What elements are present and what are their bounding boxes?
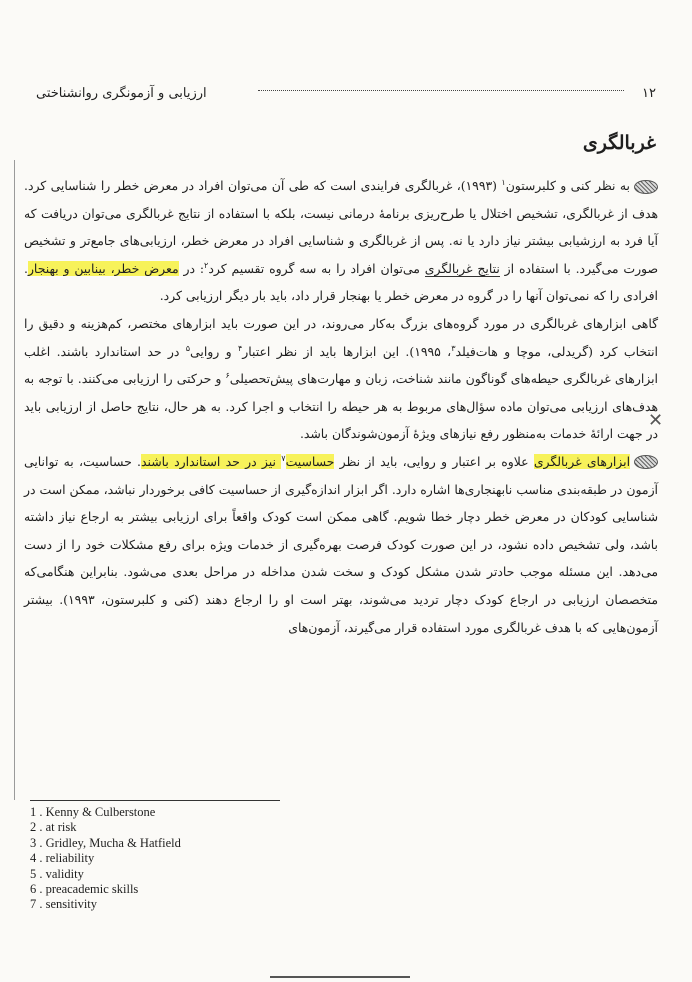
paragraph-content — [24, 454, 658, 635]
running-header — [28, 84, 664, 108]
footnote-ref: ۱ — [501, 177, 506, 187]
footnote-item: 6 . preacademic skills — [30, 882, 139, 897]
text-run: . افرادی را که نمی‌توان آنها را در گروه در معرض خطر یا بهنجار قرار داد، باید بار دیگر ارزیابی کرد. — [24, 260, 658, 304]
text-run: می‌توان افراد را به سه گروه تقسیم کرد — [208, 260, 425, 276]
highlighted-text: حساسیت — [285, 453, 335, 469]
text-run: . حساسیت، به توانایی آزمون در طبقه‌بندی مناسب نابهنجاری‌ها اشاره دارد. اگر ابزار اندازه‌گیری از حساسیت کافی برخوردار نباشد، ممکن است در شناسایی کودکان در معرض خطر دچار خطا شویم. گاهی ممکن است کودک واقعاً برای ارزیابی بیشتر به ارجاع نیاز داشته باشد، ولی تشخیص داده نشود، در این صورت کودک فرصت بهره‌گیری از خدمات ویژه برای رفع مشکلات خود را از دست می‌دهد. این مسئله موجب حادتر شدن مشکل کودک و سخت شدن مداخله در مراحل بعدی می‌شود. بنابراین هنگامی‌که متخصصان ارزیابی در ارجاع کودک دچار تردید می‌شوند، بهتر است او را ارجاع دهند (کنی و کلبرستون، ۱۹۹۳). بیشتر آزمون‌هایی که با هدف غربالگری مورد استفاده قرار می‌گیرند، آزمون‌های — [24, 453, 658, 635]
page-number: ۱۲ — [642, 86, 656, 101]
page-bottom-mark — [270, 976, 410, 978]
paragraph-3 — [24, 448, 658, 641]
footnote-list — [30, 805, 181, 913]
text-run: (۱۹۹۳)، غربالگری فرایندی است که طی آن می‌توان افراد در معرض خطر را شناسایی کرد. هدف از غربالگری، تشخیص اختلال یا طرح‌ریزی برنامهٔ درمانی نیست، بلکه با استفاده از نتایج غربالگری می‌توان دریافت که آیا فرد به ارزشیابی بیشتر نیاز دارد یا نه. پس از غربالگری و شناسایی افراد در معرض خطر، ارزیابی‌های جامع‌تر و تشخیص صورت می‌گیرد. با استفاده از — [24, 178, 658, 276]
footnote-ref: ۵ — [185, 343, 191, 353]
text-run: در حد استاندارد باشند. اغلب ابزارهای غربالگری حیطه‌های گوناگون مانند شناخت، زبان و مهارت‌های پیش‌تحصیلی — [24, 343, 658, 387]
pen-mark-icon: ✕ — [648, 410, 664, 431]
text-run: نتایج غربالگری — [424, 260, 500, 276]
footnote-item: 1 . Kenny & Culberstone — [30, 805, 156, 819]
margin-stamp-icon — [634, 455, 658, 469]
header-dot-leader — [258, 90, 624, 91]
footnote-ref: ۷ — [281, 453, 286, 463]
text-run: گاهی ابزارهای غربالگری در مورد گروه‌های بزرگ به‌کار می‌روند، در این صورت باید ابزارهای مختصر، کم‌هزینه و دقیق را انتخاب کرد (گریدلی، موچا و هات‌فیلد — [24, 315, 658, 359]
paragraph-content — [24, 178, 658, 303]
text-run: علاوه بر اعتبار و روایی، باید از نظر — [334, 453, 534, 469]
footnote-ref: ۶ — [225, 371, 230, 381]
text-run: و روایی — [190, 343, 238, 359]
paragraph-1 — [24, 172, 658, 310]
text-run: ، ۱۹۹۵). این ابزارها باید از نظر اعتبار — [242, 343, 452, 359]
paragraph-content — [24, 316, 658, 441]
highlighted-text: نیز در حد استاندارد باشند — [141, 453, 282, 469]
footnote-item: 5 . validity — [30, 866, 84, 881]
highlighted-text: معرض خطر، بینابین و بهنجار — [27, 260, 179, 276]
page-edge-line — [14, 160, 15, 800]
text-run: به نظر کنی و کلبرستون — [505, 178, 630, 193]
text-run: : در — [178, 260, 205, 276]
body-text — [24, 172, 658, 641]
footnote-item: 7 . sensitivity — [30, 897, 98, 912]
paragraph-2 — [24, 310, 658, 448]
footnote-item: 4 . reliability — [30, 851, 95, 866]
footnote-item: 2 . at risk — [30, 820, 77, 835]
footnote-ref: ۲ — [204, 260, 209, 270]
footnote-ref: ۳ — [451, 343, 456, 353]
footnote-ref: ۴ — [237, 343, 243, 353]
footnote-item: 3 . Gridley, Mucha & Hatfield — [30, 835, 181, 850]
section-title: غربالگری — [582, 132, 656, 154]
footnote-rule — [30, 800, 280, 801]
running-title: ارزیابی و آزمونگری روانشناختی — [36, 86, 207, 101]
highlighted-text: ابزارهای غربالگری — [533, 453, 631, 469]
margin-stamp-icon — [634, 180, 658, 194]
text-run: و حرکتی را ارزیابی می‌کنند. با توجه به هدف‌های ارزیابی می‌توان ماده سؤال‌های مربوط به هر حیطه را انتخاب و اجرا کرد. به هر حال، نتایج حاصل از ارزیابی باید در جهت ارائهٔ خدمات به‌منظور رفع نیازهای ویژهٔ آزمون‌شوندگان باشد. — [24, 371, 658, 442]
